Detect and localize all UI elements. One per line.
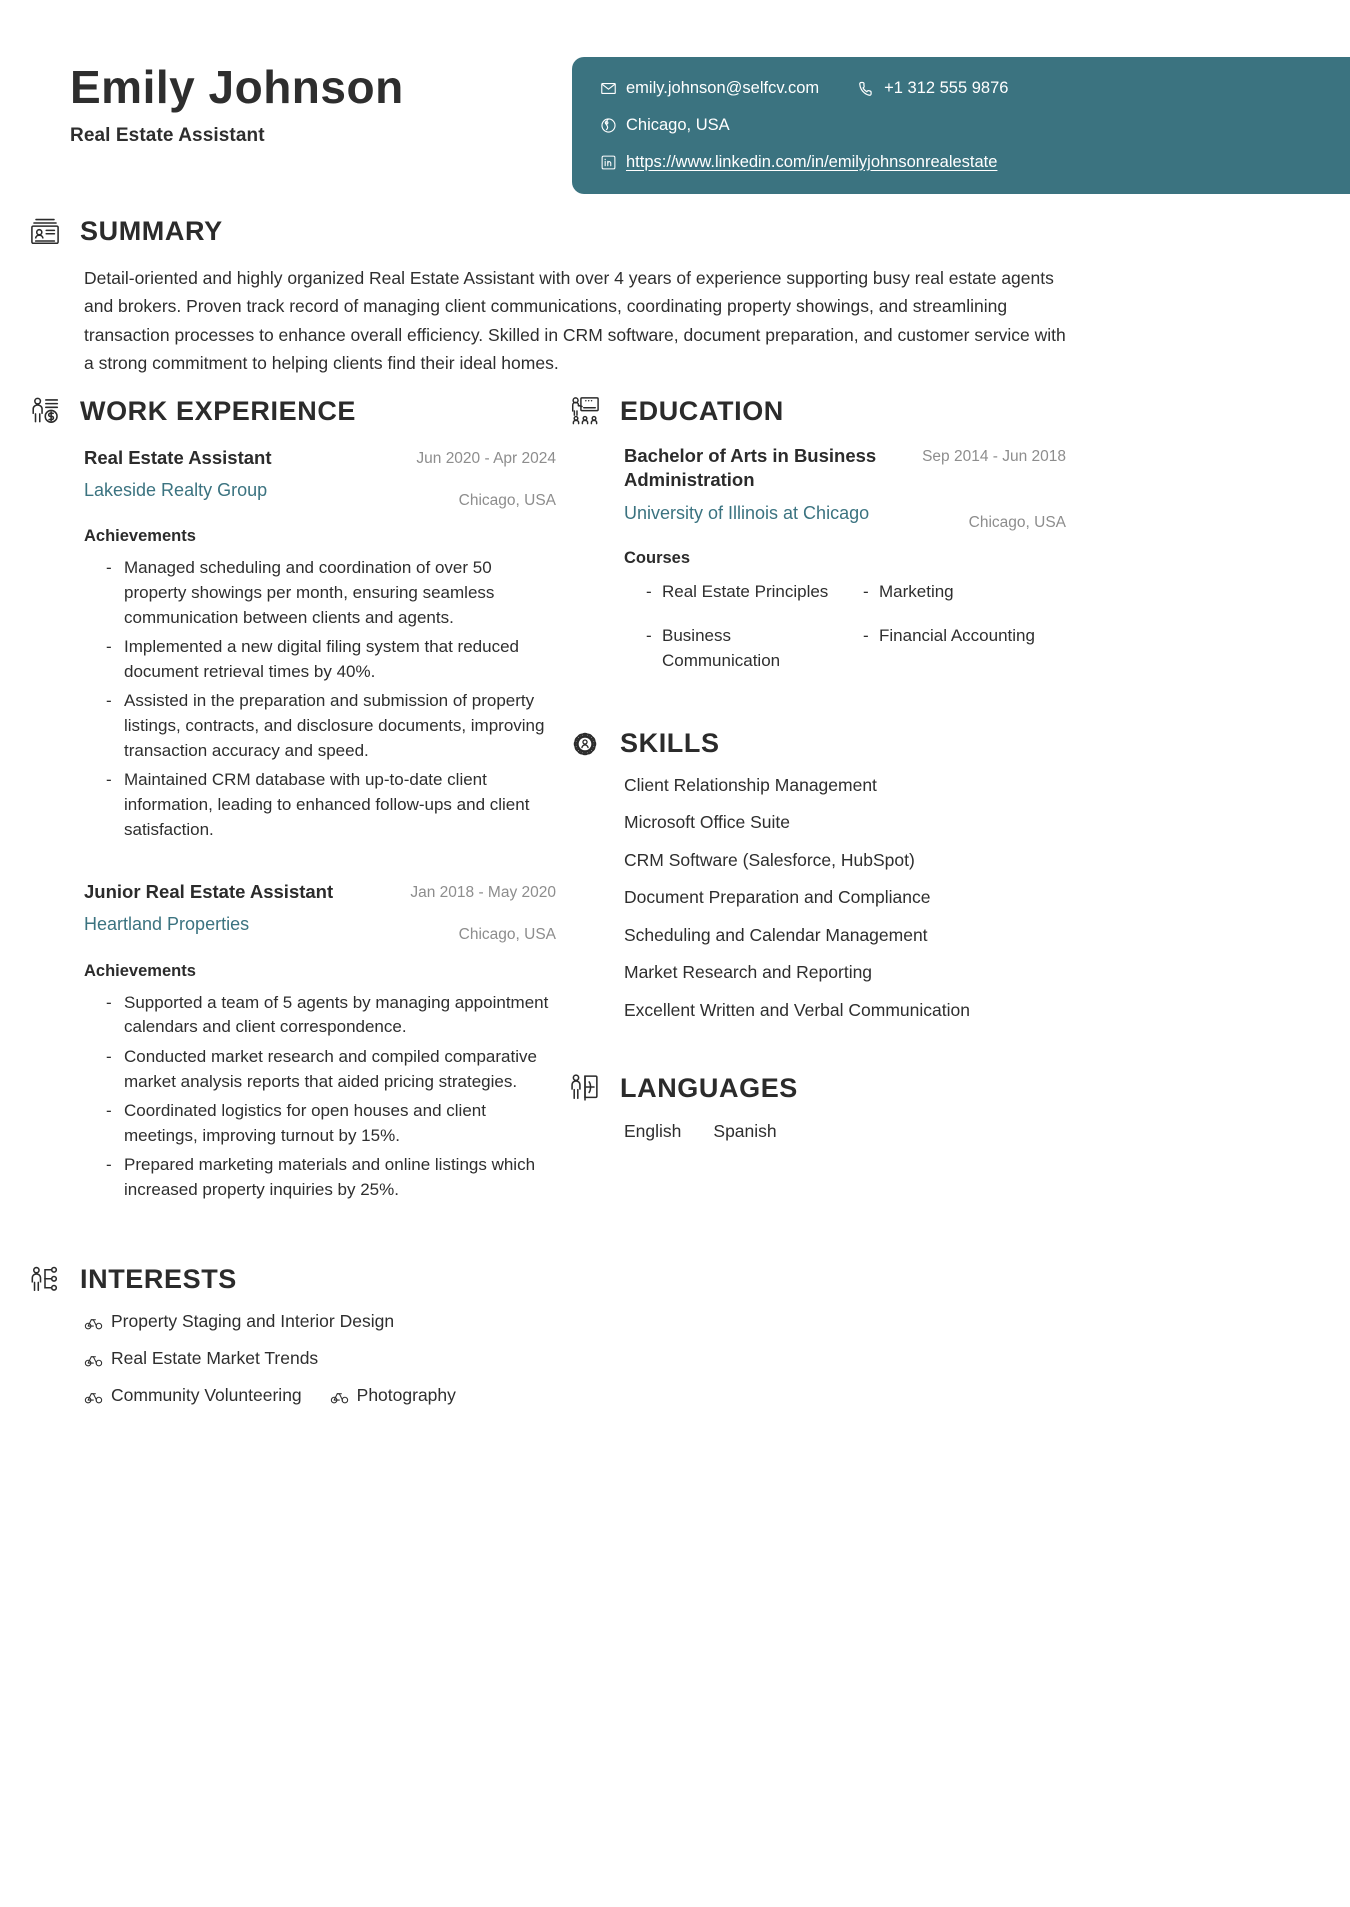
work-entry-header	[84, 880, 556, 945]
achievements-label: Achievements	[84, 961, 196, 980]
achievements-label: Achievements	[84, 527, 196, 546]
bicycle-icon	[84, 1350, 103, 1369]
left-column	[26, 392, 556, 1406]
contact-linkedin-text: https://www.linkedin.com/in/emilyjohnsonrealestate	[626, 152, 998, 171]
course-item: - Marketing	[863, 580, 1066, 604]
education-entries	[624, 444, 1066, 673]
achievement-item: - Conducted market research and compiled comparative market analysis reports that aided pricing strategies.	[106, 1045, 556, 1094]
work-entry-meta	[416, 446, 556, 511]
work-entry	[84, 880, 556, 1202]
person-chart-icon	[26, 1261, 64, 1299]
languages-heading	[566, 1069, 1066, 1107]
language-item: English	[624, 1121, 682, 1142]
name-block	[70, 62, 404, 147]
interest-item	[330, 1387, 456, 1406]
contact-location-text: Chicago, USA	[626, 115, 730, 134]
courses-list	[646, 580, 1066, 672]
page-title: Emily Johnson	[70, 61, 404, 113]
languages-list	[624, 1121, 1066, 1142]
section-languages	[566, 1069, 1066, 1142]
contact-linkedin[interactable]	[600, 153, 997, 173]
achievement-item: - Coordinated logistics for open houses and client meetings, improving turnout by 15%.	[106, 1099, 556, 1148]
education-entry-meta	[922, 444, 1066, 533]
contact-phone[interactable]	[858, 79, 1008, 99]
course-item: - Financial Accounting	[863, 624, 1066, 672]
id-card-icon	[26, 212, 64, 250]
interest-label: Property Staging and Interior Design	[111, 1311, 395, 1332]
education-title: EDUCATION	[620, 395, 784, 426]
summary-text: Detail-oriented and highly organized Real Estate Assistant with over 4 years of experience supporting busy real estate agents and brokers. Proven track record of managing client communications, coordinating property showings, and streamlining transaction processes to enhance overall efficiency. Skilled in CRM software, document preparation, and customer service with a strong commitment to helping clients find their ideal homes.	[84, 268, 1066, 374]
section-work-experience	[26, 392, 556, 1203]
achievement-item: - Prepared marketing materials and online listings which increased property inquiries by 25%.	[106, 1153, 556, 1202]
work-entry-header	[84, 446, 556, 511]
section-skills	[566, 725, 1066, 1020]
phone-icon	[858, 80, 875, 97]
rosette-person-icon	[566, 725, 604, 763]
work-entry-meta	[410, 880, 556, 945]
skills-title: SKILLS	[620, 728, 720, 759]
person-finance-icon	[26, 392, 64, 430]
contact-row-email-phone	[600, 79, 1350, 99]
education-entry-header	[624, 444, 1066, 533]
work-experience-title: WORK EXPERIENCE	[80, 395, 357, 426]
skills-list	[624, 774, 1066, 1020]
work-entry-main	[84, 446, 404, 502]
achievement-item: - Implemented a new digital filing system that reduced document retrieval times by 40%.	[106, 635, 556, 684]
person-flag-icon	[566, 1069, 604, 1107]
bicycle-icon	[330, 1387, 349, 1406]
education-entry-main	[624, 444, 912, 525]
skill-item: Scheduling and Calendar Management	[624, 924, 928, 945]
bicycle-icon	[84, 1313, 103, 1332]
skills-heading	[566, 725, 1066, 763]
courses-label: Courses	[624, 549, 691, 568]
education-location: Chicago, USA	[968, 514, 1066, 532]
resume-header	[0, 0, 1350, 230]
job-title: Real Estate Assistant	[70, 124, 265, 146]
achievement-item: - Assisted in the preparation and submission of property listings, contracts, and disclosure documents, improving transaction accuracy and speed.	[106, 689, 556, 763]
interests-list	[84, 1313, 514, 1406]
contact-phone-text: +1 312 555 9876	[884, 79, 1009, 97]
education-entry	[624, 444, 1066, 673]
interests-title: INTERESTS	[80, 1264, 237, 1295]
right-column	[566, 392, 1066, 1142]
work-entry-role: Real Estate Assistant	[84, 447, 272, 468]
work-entry	[84, 446, 556, 842]
interest-label: Photography	[356, 1385, 456, 1406]
section-interests	[26, 1261, 556, 1406]
education-heading	[566, 392, 1066, 430]
language-item: Spanish	[713, 1121, 777, 1142]
achievements-list	[106, 556, 556, 842]
languages-body	[624, 1121, 1066, 1142]
classroom-icon	[566, 392, 604, 430]
work-entry-main	[84, 880, 398, 936]
contact-row-linkedin	[600, 153, 1350, 173]
interests-heading	[26, 1261, 556, 1299]
contact-box	[572, 57, 1350, 194]
contact-email[interactable]	[600, 79, 819, 99]
envelope-icon	[600, 80, 617, 97]
achievement-item: - Managed scheduling and coordination of over 50 property showings per month, ensuring seamless communication between clients and agents.	[106, 556, 556, 630]
interests-body	[84, 1313, 556, 1406]
work-entry-location: Chicago, USA	[458, 492, 556, 510]
course-item: - Business Communication	[646, 624, 849, 672]
interest-label: Real Estate Market Trends	[111, 1348, 319, 1369]
interest-item	[84, 1313, 394, 1332]
work-entry-role: Junior Real Estate Assistant	[84, 881, 334, 903]
linkedin-icon	[600, 154, 617, 171]
contact-email-text: emily.johnson@selfcv.com	[626, 79, 820, 97]
work-experience-heading	[26, 392, 556, 430]
section-education	[566, 392, 1066, 673]
course-item: - Real Estate Principles	[646, 580, 849, 604]
contact-location	[600, 116, 730, 136]
education-dates: Sep 2014 - Jun 2018	[922, 448, 1066, 465]
globe-icon	[600, 117, 617, 134]
bicycle-icon	[84, 1387, 103, 1406]
work-experience-entries	[84, 446, 556, 1203]
work-entry-dates: Jan 2018 - May 2020	[410, 884, 556, 902]
work-entry-company: Lakeside Realty Group	[84, 479, 268, 500]
interest-label: Community Volunteering	[111, 1385, 302, 1406]
work-entry-location: Chicago, USA	[458, 926, 556, 944]
interest-item	[84, 1350, 514, 1369]
section-summary	[26, 212, 1086, 377]
skill-item: Microsoft Office Suite	[624, 812, 790, 833]
interest-item	[84, 1387, 302, 1406]
summary-title: SUMMARY	[80, 215, 223, 246]
skill-item: Client Relationship Management	[624, 774, 877, 795]
skill-item: CRM Software (Salesforce, HubSpot)	[624, 849, 915, 870]
work-entry-company: Heartland Properties	[84, 914, 250, 934]
achievement-item: - Supported a team of 5 agents by managing appointment calendars and client correspondence.	[106, 991, 556, 1040]
skill-item: Market Research and Reporting	[624, 962, 873, 983]
education-school: University of Illinois at Chicago	[624, 503, 870, 524]
achievement-item: - Maintained CRM database with up-to-date client information, leading to enhanced follow-ups and client satisfaction.	[106, 768, 556, 842]
skill-item: Excellent Written and Verbal Communication	[624, 999, 970, 1020]
languages-title: LANGUAGES	[620, 1072, 798, 1103]
contact-row-location	[600, 116, 1350, 136]
work-entry-dates: Jun 2020 - Apr 2024	[416, 450, 556, 467]
skill-item: Document Preparation and Compliance	[624, 887, 931, 908]
achievements-list	[106, 991, 556, 1203]
summary-heading	[26, 212, 1086, 250]
education-degree: Bachelor of Arts in Business Administration	[624, 445, 877, 491]
